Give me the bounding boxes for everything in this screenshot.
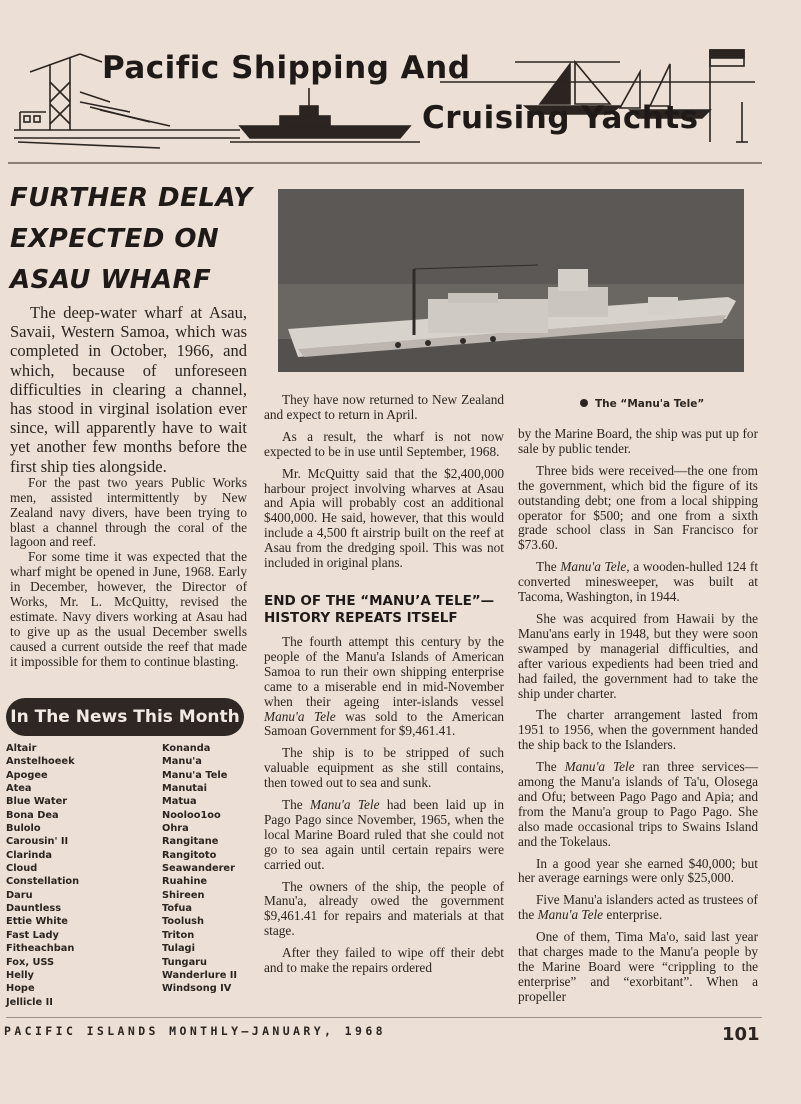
section-subhead: END OF THE “MANU’A TELE”— HISTORY REPEATS ITSELF bbox=[264, 592, 495, 626]
body-paragraph: by the Marine Board, the ship was put up for sale by public tender. bbox=[518, 426, 758, 456]
body-paragraph: The Manu'a Tele had been laid up in Pago Pago since November, 1965, when the local Marine Board ruled that she could not go to sea again until certain repairs were carried out. bbox=[264, 797, 505, 872]
right-column bbox=[518, 427, 758, 1012]
headline-line: FURTHER DELAY bbox=[10, 183, 253, 213]
ship-index-item: Manu'a bbox=[162, 756, 202, 768]
ship-index-item: Triton bbox=[162, 929, 195, 941]
lead-paragraph: The deep-water wharf at Asau, Savaii, Western Samoa, which was completed in October, 1966, and which, because of unforeseen difficulties in clearing a channel, has stood in virginal isolation ever since, will apparently have to wait yet another few months before the first ship ties alongside. bbox=[10, 303, 247, 476]
ship-index-item: Bona Dea bbox=[6, 809, 59, 821]
masthead-title-line1: Pacific Shipping And bbox=[102, 50, 471, 86]
news-this-month-banner: In The News This Month bbox=[6, 698, 244, 736]
ship-name: Manu'a Tele bbox=[537, 907, 604, 923]
body-paragraph: For the past two years Public Works men, assisted intermittently by New Zealand navy divers, have been trying to blast a channel through the coral of the lagoon and reef. bbox=[10, 474, 247, 550]
ship-index-item: Bulolo bbox=[6, 823, 41, 835]
ship-index-item: Wanderlure II bbox=[162, 969, 238, 981]
ship-index-item: Windsong IV bbox=[162, 983, 232, 995]
ship-index-item: Fast Lady bbox=[6, 929, 59, 941]
ship-index-item: Atea bbox=[6, 783, 32, 795]
ship-index-item: Manutai bbox=[162, 783, 207, 795]
ship-index-item: Hope bbox=[6, 983, 35, 995]
ship-index-item: Fox, USS bbox=[6, 956, 55, 968]
ship-index-item: Altair bbox=[6, 743, 37, 754]
page-footer: PACIFIC ISLANDS MONTHLY—JANUARY, 1968 bbox=[4, 1024, 386, 1038]
body-paragraph: One of them, Tima Ma'o, said last year that charges made to the Manu'a people by the Marine Board were “crippling to the enterprise” and “exorbitant”. When a propeller bbox=[518, 929, 758, 1004]
ship-index-item: Daru bbox=[6, 889, 33, 901]
ship-index-item: Ohra bbox=[162, 823, 189, 835]
ship-index-right bbox=[162, 742, 237, 996]
ship-index-item: Tulagi bbox=[162, 943, 195, 955]
ship-index-item: Rangitoto bbox=[162, 849, 217, 861]
body-paragraph: For some time it was expected that the wharf might be opened in June, 1968. Early in December, however, the Director of Works, Mr. L. McQuitty, revised the estimate. Navy divers working at Asau had to give up as the usual December swells caused a current outside the reef that made it impossible for them to continue blasting. bbox=[10, 549, 247, 669]
ship-index-item: Apogee bbox=[6, 769, 48, 781]
ship-index-item: Clarinda bbox=[6, 849, 52, 861]
ship-index-item: Rangitane bbox=[162, 836, 219, 848]
body-paragraph: Mr. McQuitty said that the $2,400,000 harbour project involving wharves at Asau and Apia will probably cost an additional $400,000. He said, however, that this would include a 4,500 ft airstrip built on the reef at Asau from the dredging spoil. This was not included in original plans. bbox=[264, 465, 504, 571]
ship-index-item: Matua bbox=[162, 796, 197, 808]
ship-index-item: Fitheachban bbox=[6, 943, 75, 955]
photo-caption bbox=[580, 398, 704, 410]
ship-index-item: Helly bbox=[6, 969, 34, 981]
masthead-rule bbox=[8, 162, 762, 164]
ship-index-item: Tofua bbox=[162, 903, 192, 915]
body-paragraph: The Manu'a Tele ran three services—among the Manu'a islands of Ta'u, Olosega and Ofu; between Pago Pago and Apia; and from the Manu'a group to Pago Pago. She also made occasional trips to Swains Island and the Tokelaus. bbox=[518, 759, 758, 849]
body-paragraph: As a result, the wharf is not now expected to be in use until September, 1968. bbox=[264, 428, 504, 459]
ship-index-item: Cloud bbox=[6, 863, 38, 875]
body-paragraph: Five Manu'a islanders acted as trustees of the Manu'a Tele enterprise. bbox=[518, 892, 758, 923]
body-paragraph: The Manu'a Tele, a wooden-hulled 124 ft converted minesweeper, was built at Tacoma, Washington, in 1944. bbox=[518, 559, 759, 605]
ship-index-item: Manu'a Tele bbox=[162, 769, 228, 781]
ship-name: Manu'a Tele bbox=[310, 797, 380, 813]
article-headline bbox=[10, 178, 260, 301]
headline-line: ASAU WHARF bbox=[10, 265, 212, 295]
ship-index-item: Toolush bbox=[162, 916, 204, 928]
body-paragraph: They have now returned to New Zealand and expect to return in April. bbox=[264, 392, 504, 422]
body-paragraph: Three bids were received—the one from the government, which bid the figure of its outstanding debt; one from a local shipping operator for $500; and one from a sixth grade school class in San Francisco for $73.60. bbox=[518, 462, 758, 553]
ship-name: Manu'a Tele, bbox=[560, 559, 630, 575]
ship-index-item: Konanda bbox=[162, 743, 211, 754]
masthead-title-line2: Cruising Yachts bbox=[422, 100, 699, 136]
footer-rule bbox=[6, 1017, 762, 1018]
body-paragraph: The fourth attempt this century by the people of the Manu'a Islands of American Samoa to run their own shipping enterprise came to a miserable end in mid-November when their ageing inter-islands vessel Manu'a Tele was sold to the American Samoan Government for $9,461.41. bbox=[264, 633, 504, 739]
ship-index-item: Carousin' II bbox=[6, 836, 69, 848]
headline-line: EXPECTED ON bbox=[10, 224, 220, 254]
bullet-dot-icon bbox=[580, 399, 588, 407]
middle-column bbox=[264, 393, 504, 983]
ship-index-item: Shireen bbox=[162, 889, 205, 901]
ship-index-item: Ruahine bbox=[162, 876, 208, 888]
ship-index-left bbox=[6, 742, 79, 1009]
ship-index-item: Constellation bbox=[6, 876, 80, 888]
page-number: 101 bbox=[722, 1024, 760, 1045]
ship-index-item: Tungaru bbox=[162, 956, 207, 968]
body-paragraph: The charter arrangement lasted from 1951 to 1956, when the government handed the ship back to the Islanders. bbox=[518, 707, 758, 753]
body-paragraph: The owners of the ship, the people of Manu'a, already owed the government $9,461.41 for repairs and materials at that stage. bbox=[264, 878, 504, 939]
ship-index-item: Dauntless bbox=[6, 903, 62, 915]
ship-photo bbox=[278, 189, 744, 372]
ship-name: Manu'a Tele bbox=[564, 759, 635, 775]
ship-index-item: Nooloo1oo bbox=[162, 809, 221, 821]
ship-index-item: Seawanderer bbox=[162, 863, 235, 875]
ship-index-item: Ettie White bbox=[6, 916, 68, 928]
caption-text: The “Manu'a Tele” bbox=[595, 398, 705, 410]
ship-index-item: Anstelhoeek bbox=[6, 756, 75, 768]
ship-name: Manu'a Tele bbox=[264, 708, 336, 724]
lead-column bbox=[10, 303, 247, 670]
ship-photo-image bbox=[278, 189, 744, 372]
masthead bbox=[10, 42, 755, 154]
body-paragraph: She was acquired from Hawaii by the Manu'ans early in 1948, but they were soon swamped by managerial difficulties, and after various expedients had been tried and had failed, the government had to take the ship under charter. bbox=[518, 610, 758, 701]
body-paragraph: In a good year she earned $40,000; but her average earnings were only $25,000. bbox=[518, 855, 758, 886]
ship-index-item: Jellicle II bbox=[6, 996, 53, 1008]
ship-index-item: Blue Water bbox=[6, 796, 68, 808]
body-paragraph: The ship is to be stripped of such valuable equipment as she still contains, then towed out to sea and sunk. bbox=[264, 745, 504, 791]
body-paragraph: After they failed to wipe off their debt and to make the repairs ordered bbox=[264, 945, 504, 976]
